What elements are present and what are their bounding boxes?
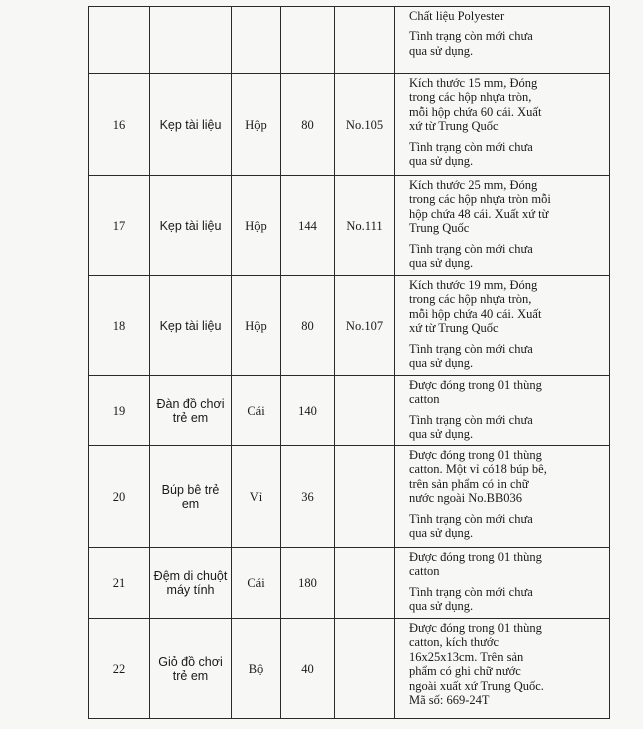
item-name-cell: [150, 619, 232, 719]
item-name-line: Giỏ đồ chơi: [158, 654, 223, 669]
unit: Bộ: [248, 661, 264, 676]
quantity: 180: [298, 576, 317, 590]
description-line: Được đóng trong 01 thùng: [409, 550, 542, 564]
row-number-cell: [89, 74, 150, 176]
table-row: [89, 446, 610, 548]
row-number-cell: [89, 176, 150, 276]
unit-cell: [232, 619, 281, 719]
unit: Hộp: [245, 218, 267, 233]
row-number: 21: [112, 576, 126, 590]
row-number: 20: [112, 489, 126, 504]
description-line: Tình trạng còn mới chưa: [409, 584, 533, 599]
description-line: catton, kích thước: [409, 635, 500, 650]
row-number-cell: [89, 446, 150, 548]
quantity-cell: [281, 176, 335, 276]
unit: Vỉ: [249, 489, 263, 504]
row-number: 22: [112, 661, 126, 676]
description-line: qua sử dụng.: [409, 256, 474, 271]
description-cell: [395, 276, 610, 376]
item-name-line: trẻ em: [172, 410, 209, 425]
item-name-line: Đệm di chuột: [153, 569, 228, 583]
quantity-cell: [281, 376, 335, 446]
description-line: catton: [409, 392, 440, 407]
table-row: [89, 176, 610, 276]
row-number-cell: [89, 276, 150, 376]
description-line: qua sử dụng.: [409, 427, 474, 442]
description-line: Kích thước 25 mm, Đóng: [409, 178, 538, 192]
description-line: qua sử dụng.: [409, 526, 474, 541]
description-line: Tình trạng còn mới chưa: [409, 412, 533, 427]
description-line: catton: [409, 564, 440, 579]
code-cell: [335, 176, 395, 276]
quantity-cell: [281, 446, 335, 548]
description-line: qua sử dụng.: [409, 154, 474, 169]
table-row: [89, 7, 610, 74]
unit-cell: [232, 74, 281, 176]
code-cell: [335, 548, 395, 619]
table-row: [89, 548, 610, 619]
unit-cell: [232, 446, 281, 548]
code-cell: [335, 446, 395, 548]
table-row: [89, 74, 610, 176]
table-row: [89, 619, 610, 719]
description-line: trong các hộp nhựa tròn mỗi: [409, 192, 551, 207]
description-line: Kích thước 19 mm, Đóng: [409, 278, 538, 292]
description-line: Tình trạng còn mới chưa: [409, 241, 533, 256]
code-cell: [335, 74, 395, 176]
item-name-cell: [150, 7, 232, 74]
description-line: Tình trạng còn mới chưa: [409, 511, 533, 526]
item-name-line: trẻ em: [172, 668, 209, 683]
unit-cell: [232, 7, 281, 74]
table-row: [89, 276, 610, 376]
item-name-line: máy tính: [166, 583, 215, 597]
description-line: ngoài xuất xứ Trung Quốc.: [409, 678, 544, 693]
item-name-line: Kẹp tài liệu: [159, 117, 222, 132]
description-line: Chất liệu Polyester: [409, 9, 505, 23]
description-line: nước ngoài No.BB036: [409, 491, 523, 506]
item-code: No.111: [346, 218, 383, 233]
unit: Hộp: [245, 117, 267, 132]
unit-cell: [232, 276, 281, 376]
quantity: 144: [298, 218, 317, 233]
item-name-cell: [150, 176, 232, 276]
description-line: catton. Một vỉ có18 búp bê,: [409, 462, 547, 477]
description-cell: [395, 619, 610, 719]
description-line: hộp chứa 48 cái. Xuất xứ từ: [409, 206, 549, 221]
quantity: 40: [301, 661, 314, 676]
code-cell: [335, 376, 395, 446]
quantity: 140: [298, 403, 317, 418]
description-line: Tình trạng còn mới chưa: [409, 29, 533, 44]
item-name-line: Kẹp tài liệu: [159, 218, 222, 233]
goods-table: [88, 6, 610, 719]
quantity: 80: [301, 117, 314, 132]
code-cell: [335, 276, 395, 376]
unit-cell: [232, 376, 281, 446]
item-name-line: em: [181, 496, 200, 511]
row-number: 17: [112, 218, 126, 233]
description-line: Kích thước 15 mm, Đóng: [409, 76, 538, 90]
description-line: Tình trạng còn mới chưa: [409, 139, 533, 154]
description-cell: [395, 74, 610, 176]
item-name-line: Kẹp tài liệu: [159, 318, 222, 333]
quantity-cell: [281, 548, 335, 619]
quantity: 36: [301, 489, 314, 504]
row-number-cell: [89, 548, 150, 619]
item-name-line: Búp bê trẻ: [161, 482, 220, 497]
item-name-cell: [150, 276, 232, 376]
code-cell: [335, 7, 395, 74]
quantity-cell: [281, 619, 335, 719]
unit: Hộp: [245, 318, 267, 333]
description-line: xứ từ Trung Quốc: [409, 321, 499, 336]
description-line: trong các hộp nhựa tròn,: [409, 292, 532, 307]
row-number: 18: [112, 318, 126, 333]
goods-table-body: [89, 7, 610, 719]
item-code: No.107: [345, 318, 384, 333]
item-name-cell: [150, 74, 232, 176]
row-number-cell: [89, 619, 150, 719]
description-line: trong các hộp nhựa tròn,: [409, 90, 532, 105]
quantity-cell: [281, 276, 335, 376]
unit: Cái: [247, 576, 265, 590]
description-line: phẩm có ghi chữ nước: [409, 664, 521, 679]
item-code: No.105: [345, 117, 384, 132]
row-number-cell: [89, 376, 150, 446]
row-number-cell: [89, 7, 150, 74]
quantity-cell: [281, 7, 335, 74]
unit-cell: [232, 548, 281, 619]
unit: Cái: [247, 403, 265, 418]
description-cell: [395, 7, 610, 74]
description-cell: [395, 176, 610, 276]
item-name-cell: [150, 376, 232, 446]
description-cell: [395, 376, 610, 446]
item-name-line: Đàn đồ chơi: [156, 396, 225, 411]
description-line: 16x25x13cm. Trên sản: [409, 649, 524, 664]
description-line: trên sản phẩm có in chữ: [409, 476, 529, 491]
unit-cell: [232, 176, 281, 276]
row-number: 16: [112, 117, 126, 132]
description-line: mỗi hộp chứa 60 cái. Xuất: [409, 104, 542, 119]
description-line: qua sử dụng.: [409, 356, 474, 371]
description-cell: [395, 548, 610, 619]
description-line: qua sử dụng.: [409, 43, 474, 58]
description-line: Được đóng trong 01 thùng: [409, 448, 542, 462]
description-cell: [395, 446, 610, 548]
quantity: 80: [301, 318, 314, 333]
description-line: Mã số: 669-24T: [409, 693, 490, 708]
description-line: qua sử dụng.: [409, 599, 474, 614]
description-line: mỗi hộp chứa 40 cái. Xuất: [409, 306, 542, 321]
row-number: 19: [112, 403, 126, 418]
description-line: Được đóng trong 01 thùng: [409, 378, 542, 392]
description-line: Trung Quốc: [409, 221, 470, 236]
description-line: xứ từ Trung Quốc: [409, 119, 499, 134]
quantity-cell: [281, 74, 335, 176]
description-line: Tình trạng còn mới chưa: [409, 341, 533, 356]
code-cell: [335, 619, 395, 719]
description-line: Được đóng trong 01 thùng: [409, 621, 542, 635]
item-name-cell: [150, 446, 232, 548]
table-row: [89, 376, 610, 446]
item-name-cell: [150, 548, 232, 619]
